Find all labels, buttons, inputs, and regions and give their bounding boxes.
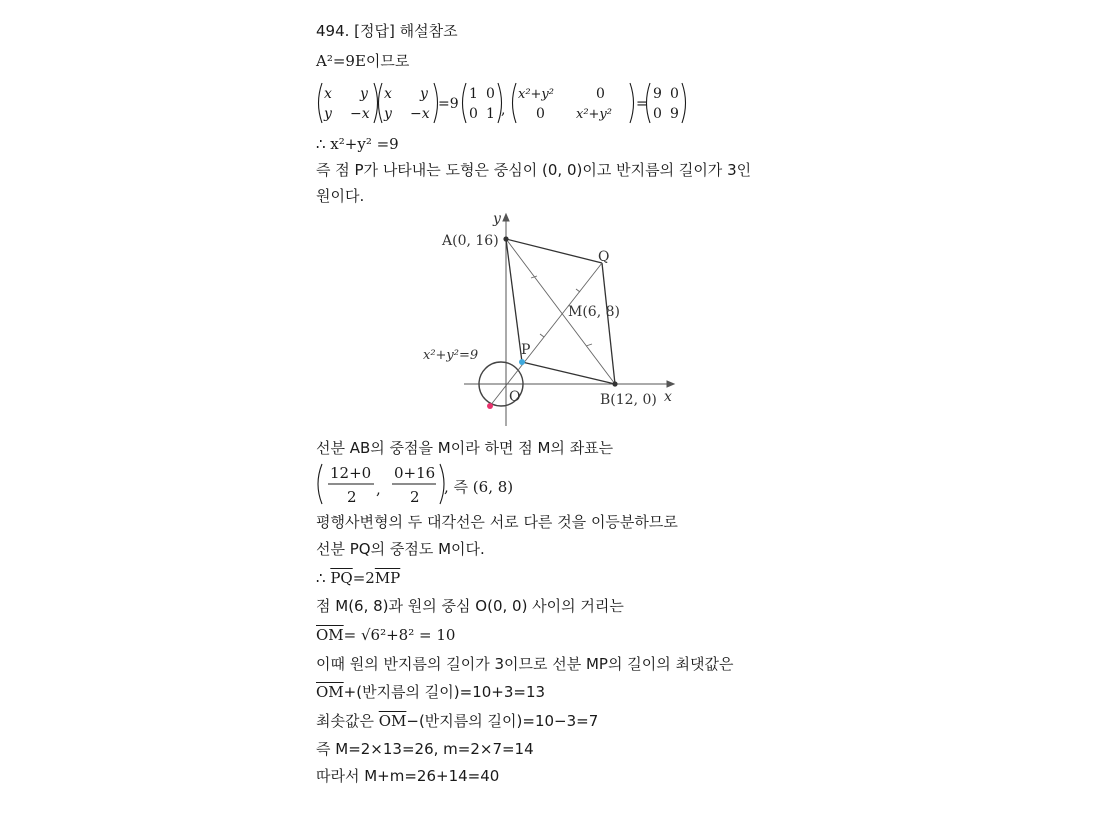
problem-header: 494. [정답] 해설참조 bbox=[316, 22, 458, 40]
m3-12: 0 bbox=[486, 86, 495, 102]
tick-mark bbox=[586, 344, 592, 346]
m4-22: x²+y² bbox=[576, 107, 612, 122]
line-answer: 따라서 M+m=26+14=40 bbox=[316, 767, 500, 785]
m4-12: 0 bbox=[596, 86, 605, 102]
comma: , bbox=[501, 102, 506, 118]
svg-text:,: , bbox=[376, 480, 381, 498]
segment-QB bbox=[602, 263, 615, 384]
line-pq-midpoint: 선분 PQ의 중점도 M이다. bbox=[316, 540, 485, 558]
line-pq-relation: ∴ $\overline{PQ}=2\overline{MP}$ bbox=[316, 569, 401, 587]
m5-12: 0 bbox=[670, 86, 679, 102]
fraction-svg bbox=[314, 460, 574, 508]
m4-21: 0 bbox=[536, 106, 545, 122]
eq-nine: =9 bbox=[438, 96, 459, 112]
label-A: A(0, 16) bbox=[442, 233, 499, 249]
m5-11: 9 bbox=[653, 86, 662, 102]
m2-11: x bbox=[384, 86, 392, 102]
label-y-axis: y bbox=[493, 212, 501, 227]
m5-22: 9 bbox=[670, 106, 679, 122]
m4-11: x²+y² bbox=[518, 87, 554, 102]
point-B bbox=[612, 381, 617, 386]
label-P: P bbox=[521, 342, 531, 358]
m3-21: 0 bbox=[469, 106, 478, 122]
line-max-intro: 이때 원의 반지름의 길이가 3이므로 선분 MP의 길이의 최댓값은 bbox=[316, 655, 734, 673]
frac1-den: 2 bbox=[347, 488, 357, 506]
matrix-equation-svg bbox=[314, 80, 694, 126]
label-Q: Q bbox=[598, 249, 610, 265]
m1-12: y bbox=[360, 86, 368, 102]
m1-22: −x bbox=[350, 106, 370, 122]
line-distance-intro: 점 M(6, 8)과 원의 중심 O(0, 0) 사이의 거리는 bbox=[316, 597, 624, 615]
frac2-den: 2 bbox=[410, 488, 420, 506]
point-opposite bbox=[487, 403, 493, 409]
geometry-diagram bbox=[420, 212, 690, 427]
m2-21: y bbox=[384, 106, 392, 122]
x-axis-arrow bbox=[667, 381, 674, 387]
line-midpoint-intro: 선분 AB의 중점을 M이라 하면 점 M의 좌표는 bbox=[316, 439, 614, 457]
eq-sign: = bbox=[636, 96, 648, 112]
m2-22: −x bbox=[410, 106, 430, 122]
label-M: M(6, 8) bbox=[568, 304, 620, 320]
frac1-num: 12+0 bbox=[330, 464, 372, 482]
matrix-equation bbox=[314, 80, 694, 126]
m2-12: y bbox=[420, 86, 428, 102]
line-min-value: 최솟값은 $\overline{OM}-$(반지름의 길이)=10−3=7 bbox=[316, 712, 599, 730]
frac-tail: , 즉 (6, 8) bbox=[444, 478, 514, 496]
line-condition: A²=9E이므로 bbox=[316, 52, 410, 70]
line-circle-eq: ∴ x²+y² =9 bbox=[316, 135, 399, 153]
label-x-axis: x bbox=[664, 389, 672, 405]
tick-mark bbox=[540, 334, 544, 337]
point-P bbox=[519, 359, 525, 365]
point-A bbox=[503, 236, 508, 241]
label-O: O bbox=[509, 389, 521, 405]
m5-21: 0 bbox=[653, 106, 662, 122]
line-max-value: $\overline{OM}+$(반지름의 길이)=10+3=13 bbox=[316, 683, 546, 701]
segment-AQ bbox=[506, 239, 602, 263]
label-B: B(12, 0) bbox=[600, 392, 657, 408]
line-M-m-values: 즉 M=2×13=26, m=2×7=14 bbox=[316, 740, 534, 758]
midpoint-fraction bbox=[314, 460, 574, 508]
diagonal-QP bbox=[490, 263, 602, 406]
line-figure-desc: 즉 점 P가 나타내는 도형은 중심이 (0, 0)이고 반지름의 길이가 3인 bbox=[316, 161, 752, 179]
tick-mark bbox=[576, 289, 580, 292]
label-circle: x²+y²=9 bbox=[423, 348, 479, 363]
m1-11: x bbox=[324, 86, 332, 102]
line-figure-desc-2: 원이다. bbox=[316, 187, 365, 205]
m3-11: 1 bbox=[469, 86, 478, 102]
m3-22: 1 bbox=[486, 106, 495, 122]
line-om-distance: $\overline{OM}= √6^2+8^2 = 10$ bbox=[316, 626, 456, 644]
m1-21: y bbox=[324, 106, 332, 122]
line-parallelogram: 평행사변형의 두 대각선은 서로 다른 것을 이등분하므로 bbox=[316, 513, 678, 531]
y-axis-arrow bbox=[503, 214, 509, 221]
frac2-num: 0+16 bbox=[394, 464, 436, 482]
